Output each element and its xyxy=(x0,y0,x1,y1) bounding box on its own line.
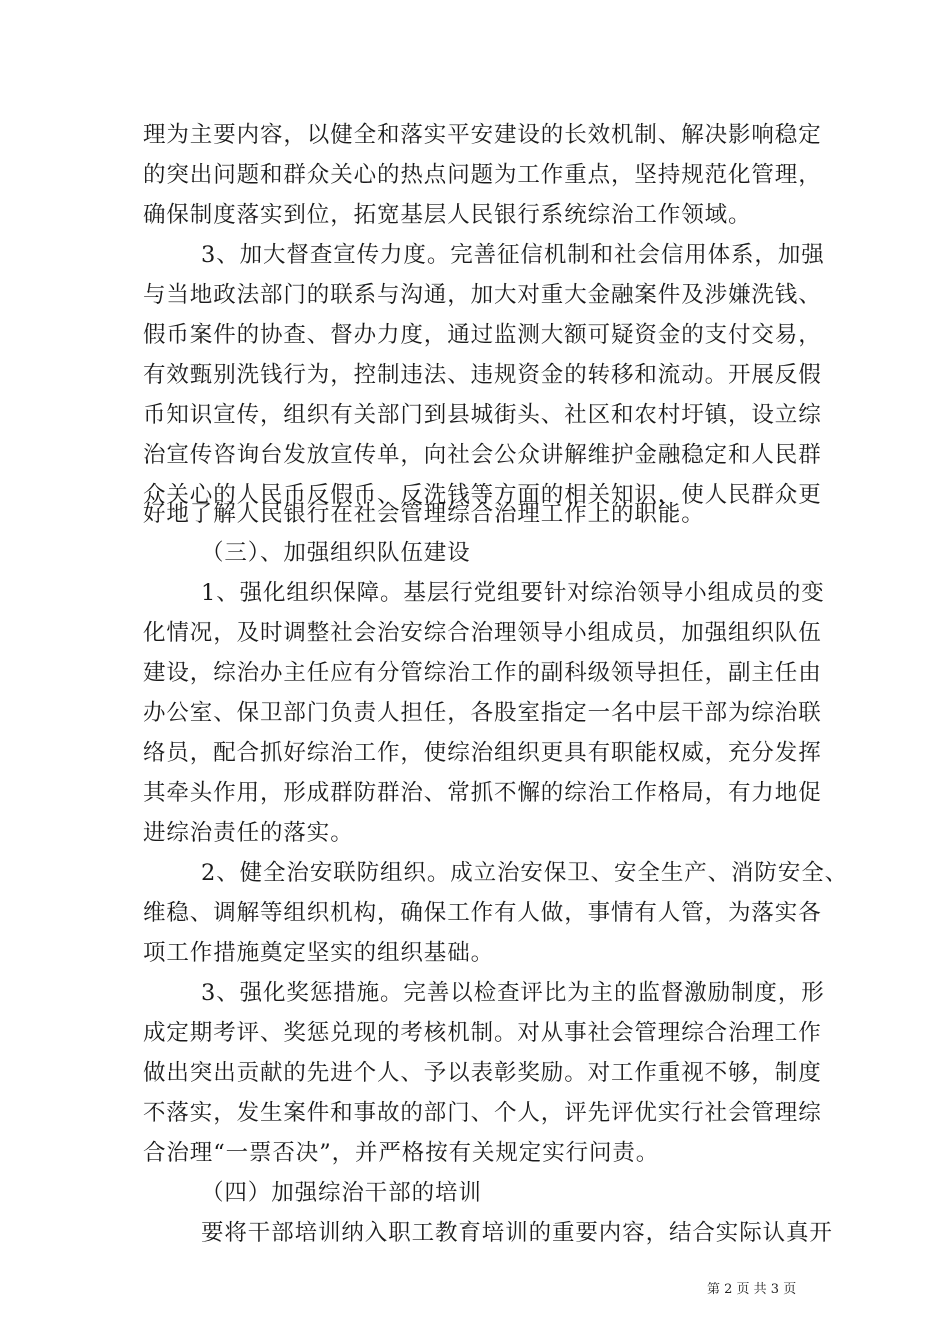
text-line: 项工作措施奠定坚实的组织基础。 xyxy=(143,940,495,966)
text-line: 合治理“一票否决”，并严格按有关规定实行问责。 xyxy=(143,1140,660,1166)
text-line: 其牵头作用，形成群防群治、常抓不懈的综治工作格局，有力地促 xyxy=(143,780,822,806)
text-line: 不落实，发生案件和事故的部门、个人，评先评优实行社会管理综 xyxy=(143,1100,822,1126)
text-line: 建设，综治办主任应有分管综治工作的副科级领导担任，副主任由 xyxy=(143,660,822,686)
section-heading: （三）、加强组织队伍建设 xyxy=(201,540,471,566)
paragraph-first-line: 2、健全治安联防组织。成立治安保卫、安全生产、消防安全、 xyxy=(201,860,849,886)
text-line: 确保制度落实到位，拓宽基层人民银行系统综治工作领域。 xyxy=(143,202,752,228)
page-number-footer: 第 2 页 共 3 页 xyxy=(707,1282,797,1297)
text-line: 的突出问题和群众关心的热点问题为工作重点，坚持规范化管理， xyxy=(143,162,822,188)
text-line: 理为主要内容，以健全和落实平安建设的长效机制、解决影响稳定 xyxy=(143,122,822,148)
paragraph-first-line: 3、强化奖惩措施。完善以检查评比为主的监督激励制度，形 xyxy=(201,980,825,1006)
text-line: 进综治责任的落实。 xyxy=(143,820,354,846)
text-line: 有效甄别洗钱行为，控制违法、违规资金的转移和流动。开展反假 xyxy=(143,362,822,388)
section-heading: （四）加强综治干部的培训 xyxy=(201,1180,482,1206)
text-line: 众关心的人民币反假币、反洗钱等方面的相关知识，使人民群众更 xyxy=(143,482,822,508)
text-line: 好地了解人民银行在社会管理综合治理工作上的职能。 xyxy=(143,501,705,527)
text-line: 治宣传咨询台发放宣传单，向社会公众讲解维护金融稳定和人民群 xyxy=(143,442,822,468)
paragraph-first-line: 3、加大督查宣传力度。完善征信机制和社会信用体系，加强 xyxy=(201,242,825,268)
text-line: 维稳、调解等组织机构，确保工作有人做，事情有人管，为落实各 xyxy=(143,900,822,926)
paragraph-first-line: 1、强化组织保障。基层行党组要针对综治领导小组成员的变 xyxy=(201,580,825,606)
text-line: 假币案件的协查、督办力度，通过监测大额可疑资金的支付交易， xyxy=(143,322,822,348)
text-line: 化情况，及时调整社会治安综合治理领导小组成员，加强组织队伍 xyxy=(143,620,822,646)
text-line: 做出突出贡献的先进个人、予以表彰奖励。对工作重视不够，制度 xyxy=(143,1060,822,1086)
text-line: 与当地政法部门的联系与沟通，加大对重大金融案件及涉嫌洗钱、 xyxy=(143,282,822,308)
text-line: 成定期考评、奖惩兑现的考核机制。对从事社会管理综合治理工作 xyxy=(143,1020,822,1046)
text-line: 络员，配合抓好综治工作，使综治组织更具有职能权威，充分发挥 xyxy=(143,740,822,766)
text-line: 币知识宣传，组织有关部门到县城街头、社区和农村圩镇，设立综 xyxy=(143,402,822,428)
paragraph-first-line: 要将干部培训纳入职工教育培训的重要内容，结合实际认真开 xyxy=(201,1220,833,1246)
text-line: 办公室、保卫部门负责人担任，各股室指定一名中层干部为综治联 xyxy=(143,700,822,726)
